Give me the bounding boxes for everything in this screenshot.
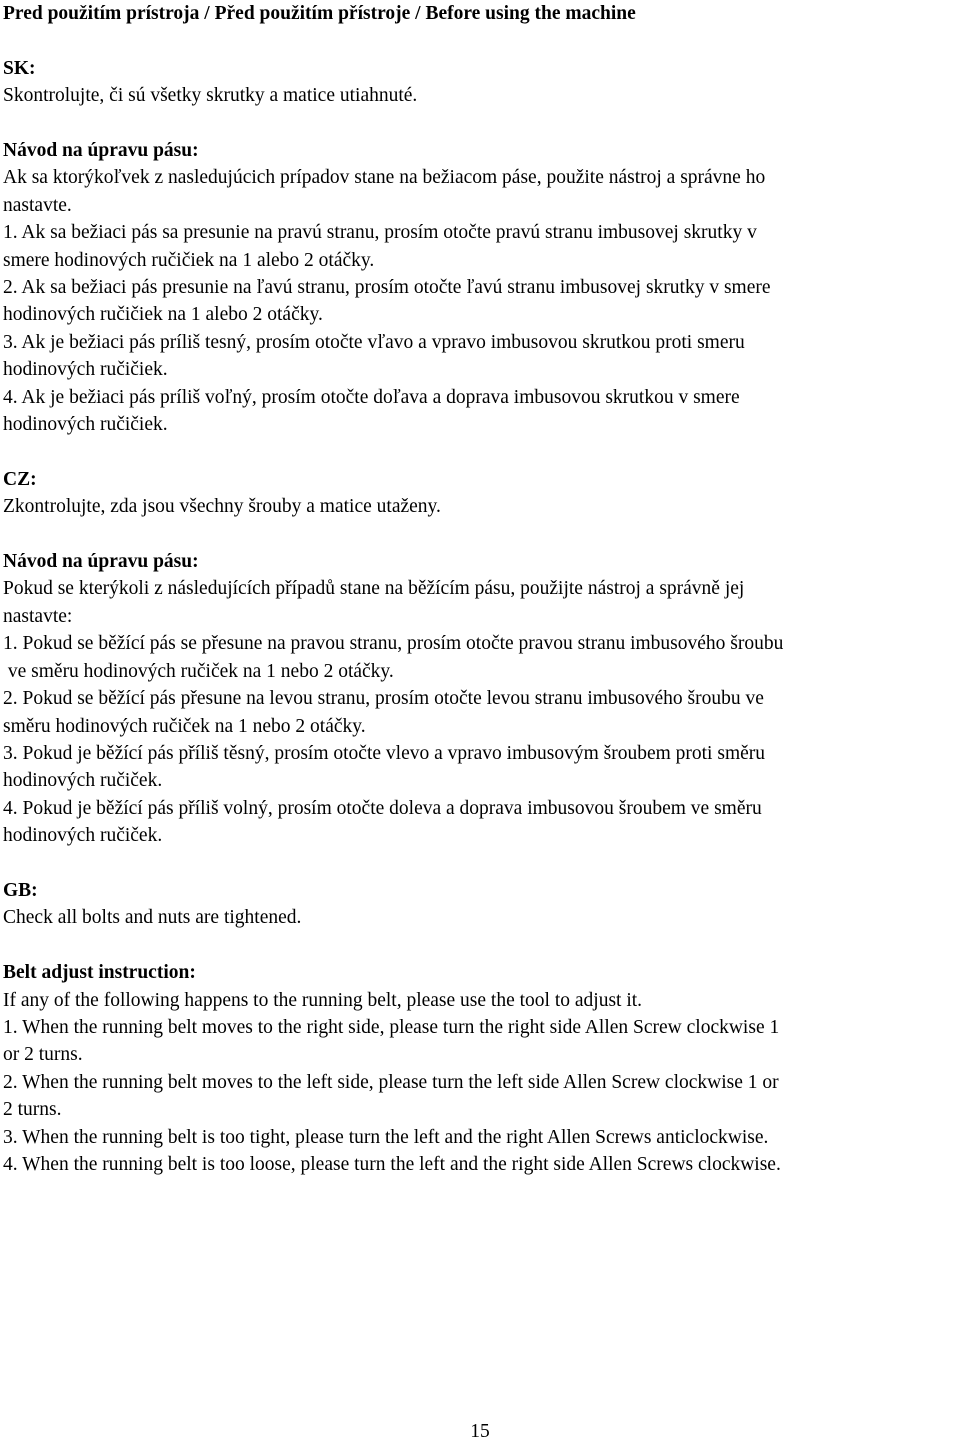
cz-intro-line: Pokud se kterýkoli z následujících případů stane na běžícím pásu, použijte nástroj a správně jej xyxy=(3,578,745,600)
sk-intro-line: nastavte. xyxy=(3,194,72,216)
cz-item-1-line: ve směru hodinových ručiček na 1 nebo 2 otáčky. xyxy=(3,660,394,682)
gb-item-1-line: 1. When the running belt moves to the right side, please turn the right side Allen Screw clockwise 1 xyxy=(3,1016,780,1038)
gb-intro-line: If any of the following happens to the running belt, please use the tool to adjust it. xyxy=(3,989,643,1011)
cz-item-2-line: směru hodinových ručiček na 1 nebo 2 otáčky. xyxy=(3,715,366,737)
cz-item-2-line: 2. Pokud se běžící pás přesune na levou stranu, prosím otočte levou stranu imbusového šroubu ve xyxy=(3,688,764,710)
page-number: 15 xyxy=(470,1421,490,1442)
spacer xyxy=(3,850,958,877)
gb-heading: GB: xyxy=(3,879,38,901)
cz-item-1-line: 1. Pokud se běžící pás se přesune na pravou stranu, prosím otočte pravou stranu imbusového šroubu xyxy=(3,633,784,655)
sk-item-4-line: 4. Ak je bežiaci pás príliš voľný, prosím otočte doľava a doprava imbusovou skrutkou v smere xyxy=(3,386,740,408)
gb-item-1-line: or 2 turns. xyxy=(3,1044,83,1066)
sk-item-3-line: 3. Ak je bežiaci pás príliš tesný, prosím otočte vľavo a vpravo imbusovou skrutkou proti smeru xyxy=(3,331,745,353)
spacer xyxy=(3,27,958,54)
spacer xyxy=(3,110,958,137)
spacer xyxy=(3,932,958,959)
gb-item-2-line: 2. When the running belt moves to the left side, please turn the left side Allen Screw clockwise 1 or xyxy=(3,1071,779,1093)
cz-item-3-line: 3. Pokud je běžící pás příliš těsný, prosím otočte vlevo a vpravo imbusovým šroubem proti směru xyxy=(3,742,766,764)
spacer xyxy=(3,438,958,465)
sk-item-4-line: hodinových ručičiek. xyxy=(3,414,168,436)
gb-item-3-line: 3. When the running belt is too tight, please turn the left and the right Allen Screws anticlockwise. xyxy=(3,1126,769,1148)
sk-intro-line: Ak sa ktorýkoľvek z nasledujúcich prípadov stane na bežiacom páse, použite nástroj a správne ho xyxy=(3,167,766,189)
cz-check-text: Zkontrolujte, zda jsou všechny šrouby a matice utaženy. xyxy=(3,496,441,518)
sk-check-text: Skontrolujte, či sú všetky skrutky a matice utiahnuté. xyxy=(3,85,418,107)
cz-intro-line: nastavte: xyxy=(3,605,73,627)
sk-item-1-line: 1. Ak sa bežiaci pás sa presunie na pravú stranu, prosím otočte pravú stranu imbusovej skrutky v xyxy=(3,222,757,244)
spacer xyxy=(3,521,958,548)
gb-instruction-heading: Belt adjust instruction: xyxy=(3,962,196,984)
cz-item-3-line: hodinových ručiček. xyxy=(3,770,163,792)
document-page xyxy=(3,0,958,1178)
sk-item-2-line: hodinových ručičiek na 1 alebo 2 otáčky. xyxy=(3,304,323,326)
gb-item-4-line: 4. When the running belt is too loose, please turn the left and the right side Allen Screws clockwise. xyxy=(3,1153,781,1175)
sk-instruction-heading: Návod na úpravu pásu: xyxy=(3,140,199,161)
cz-item-4-line: 4. Pokud je běžící pás příliš volný, prosím otočte doleva a doprava imbusovou šroubem ve směru xyxy=(3,797,762,819)
sk-item-2-line: 2. Ak sa bežiaci pás presunie na ľavú stranu, prosím otočte ľavú stranu imbusovej skrutky v smere xyxy=(3,277,771,299)
cz-item-4-line: hodinových ručiček. xyxy=(3,825,163,847)
cz-instruction-heading: Návod na úpravu pásu: xyxy=(3,551,199,573)
gb-item-2-line: 2 turns. xyxy=(3,1099,62,1121)
gb-check-text: Check all bolts and nuts are tightened. xyxy=(3,907,302,929)
sk-item-1-line: smere hodinových ručičiek na 1 alebo 2 otáčky. xyxy=(3,249,375,271)
sk-heading: SK: xyxy=(3,57,36,79)
cz-heading: CZ: xyxy=(3,468,37,490)
page-title: Pred použitím prístroja / Před použitím přístroje / Before using the machine xyxy=(3,3,636,24)
sk-item-3-line: hodinových ručičiek. xyxy=(3,359,168,381)
